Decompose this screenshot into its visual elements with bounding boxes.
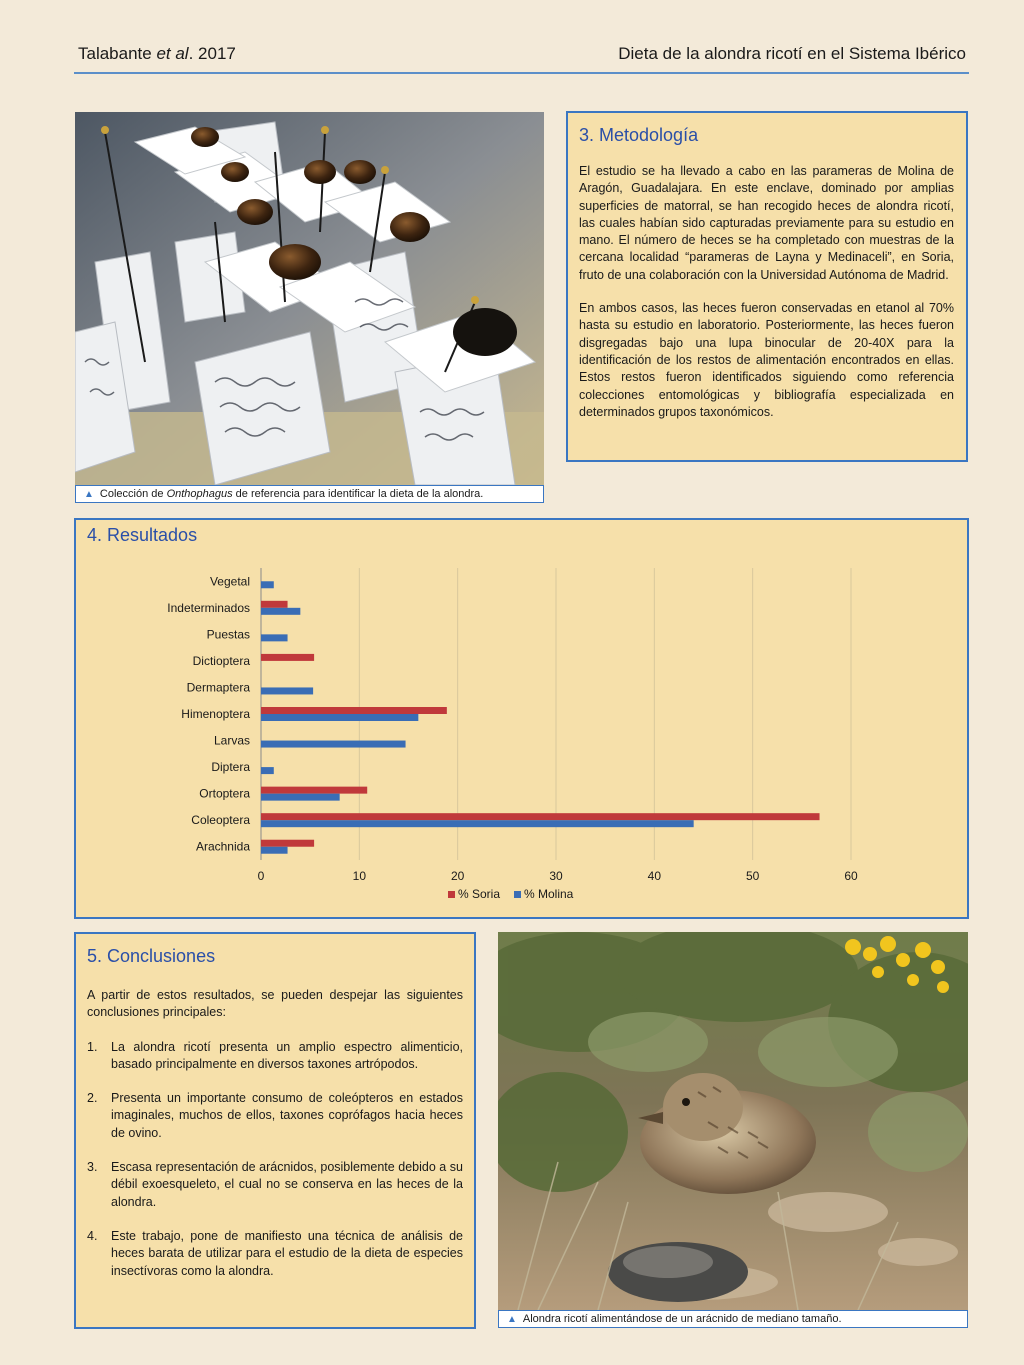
- list-item: [87, 1159, 463, 1211]
- triangle-icon: ▲: [507, 1314, 517, 1325]
- diet-bar-chart: [76, 560, 936, 920]
- conclusiones-heading: 5. Conclusiones: [87, 946, 216, 966]
- list-item-number: 1.: [87, 1039, 98, 1054]
- category-label: Ortoptera: [199, 786, 250, 801]
- bar-soria: [261, 654, 314, 661]
- legend-label: % Soria: [458, 887, 501, 901]
- onthophagus-collection-photo: [75, 112, 544, 485]
- category-label: Himenoptera: [181, 707, 250, 721]
- bar-molina: [261, 714, 418, 721]
- bar-soria: [261, 707, 447, 714]
- bar-molina: [261, 794, 340, 801]
- x-tick-label: 30: [549, 869, 563, 883]
- x-tick-label: 60: [844, 869, 858, 883]
- header-title: Dieta de la alondra ricotí en el Sistema Ibérico: [618, 44, 966, 63]
- list-item-text: La alondra ricotí presenta un amplio espectro alimenticio, basado principalmente en diversos taxones artrópodos.: [111, 1039, 463, 1071]
- bar-molina: [261, 608, 300, 615]
- category-label: Dermaptera: [186, 680, 250, 695]
- header-authors: Talabante et al. 2017: [78, 44, 236, 63]
- x-tick-label: 40: [647, 869, 662, 883]
- legend-swatch: [448, 891, 455, 898]
- bar-molina: [261, 634, 288, 641]
- metodologia-heading: 3. Metodología: [579, 125, 699, 145]
- conclusiones-panel: [74, 932, 476, 1329]
- bar-molina: [261, 820, 694, 827]
- category-label: Coleoptera: [191, 813, 250, 828]
- lark-illustration: [498, 932, 968, 1310]
- conclusiones-intro: A partir de estos resultados, se pueden despejar las siguientes conclusiones principales:: [87, 988, 463, 1020]
- x-tick-label: 10: [352, 869, 367, 883]
- category-label: Dictioptera: [192, 653, 250, 668]
- conclusiones-list: [87, 1039, 463, 1280]
- triangle-icon: ▲: [84, 489, 94, 500]
- resultados-panel: [74, 518, 969, 919]
- list-item-number: 2.: [87, 1091, 98, 1106]
- bar-soria: [261, 787, 367, 794]
- metodologia-paragraph-1: El estudio se ha llevado a cabo en las parameras de Molina de Aragón, Guadalajara. En este enclave, dominado por amplias superficies de matorral, se han recogido heces de alondra ricotí, las cuales habían sido capturadas previamente para su estudio en mano. El número de heces se ha completado con muestras de la cercana localidad “parameras de Layna y Medinaceli”, en Soria, fruto de una colaboración con la Universidad Autónoma de Madrid.: [579, 164, 954, 282]
- bar-molina: [261, 687, 313, 694]
- category-label: Vegetal: [209, 574, 250, 589]
- bar-soria: [261, 601, 288, 608]
- list-item-number: 4.: [87, 1228, 98, 1243]
- photo1-caption: ▲ Colección de Onthophagus de referencia para identificar la dieta de la alondra.: [75, 485, 544, 503]
- list-item: [87, 1090, 463, 1142]
- list-item-text: Este trabajo, pone de manifiesto una técnica de análisis de heces barata de utilizar para el estudio de la dieta de especies insectívoras como la alondra.: [111, 1228, 463, 1278]
- photo2-caption: ▲ Alondra ricotí alimentándose de un arácnido de mediano tamaño.: [498, 1310, 968, 1328]
- lark-photo: [498, 932, 968, 1310]
- bar-molina: [261, 847, 288, 854]
- metodologia-paragraph-2: En ambos casos, las heces fueron conservadas en etanol al 70% hasta su estudio en laboratorio. Posteriormente, las heces fueron disgregadas bajo una lupa binocular de 20-40X para la identificación de los restos de alimentación encontrados en ellas. Estos restos fueron identificados siguiendo como referencia colecciones entomológicas y bibliografía especializada en determinados grupos taxonómicos.: [579, 301, 954, 419]
- category-label: Arachnida: [195, 839, 250, 854]
- bar-soria: [261, 840, 314, 847]
- bar-molina: [261, 741, 406, 748]
- bar-molina: [261, 767, 274, 774]
- legend-swatch: [514, 891, 521, 898]
- category-label: Diptera: [211, 760, 250, 775]
- list-item-number: 3.: [87, 1160, 98, 1175]
- category-label: Indeterminados: [167, 600, 250, 615]
- beetle-collection-illustration: [75, 112, 544, 485]
- legend-label: % Molina: [524, 887, 574, 901]
- category-label: Puestas: [206, 627, 250, 642]
- resultados-heading: 4. Resultados: [87, 525, 198, 545]
- x-tick-label: 0: [257, 869, 265, 883]
- list-item: [87, 1228, 463, 1280]
- header-divider: [74, 72, 969, 74]
- list-item-text: Presenta un importante consumo de coleópteros en estados imaginales, muchos de ellos, taxones coprófagos hacia heces de ovino.: [111, 1091, 463, 1140]
- metodologia-panel: [566, 111, 968, 462]
- list-item-text: Escasa representación de arácnidos, posiblemente debido a su débil exoesqueleto, el cual no se conserva en las heces de la alondra.: [111, 1160, 463, 1209]
- list-item: [87, 1039, 463, 1074]
- x-tick-label: 20: [450, 869, 465, 883]
- bar-soria: [261, 813, 820, 820]
- x-tick-label: 50: [745, 869, 760, 883]
- category-label: Larvas: [213, 733, 250, 748]
- bar-molina: [261, 581, 274, 588]
